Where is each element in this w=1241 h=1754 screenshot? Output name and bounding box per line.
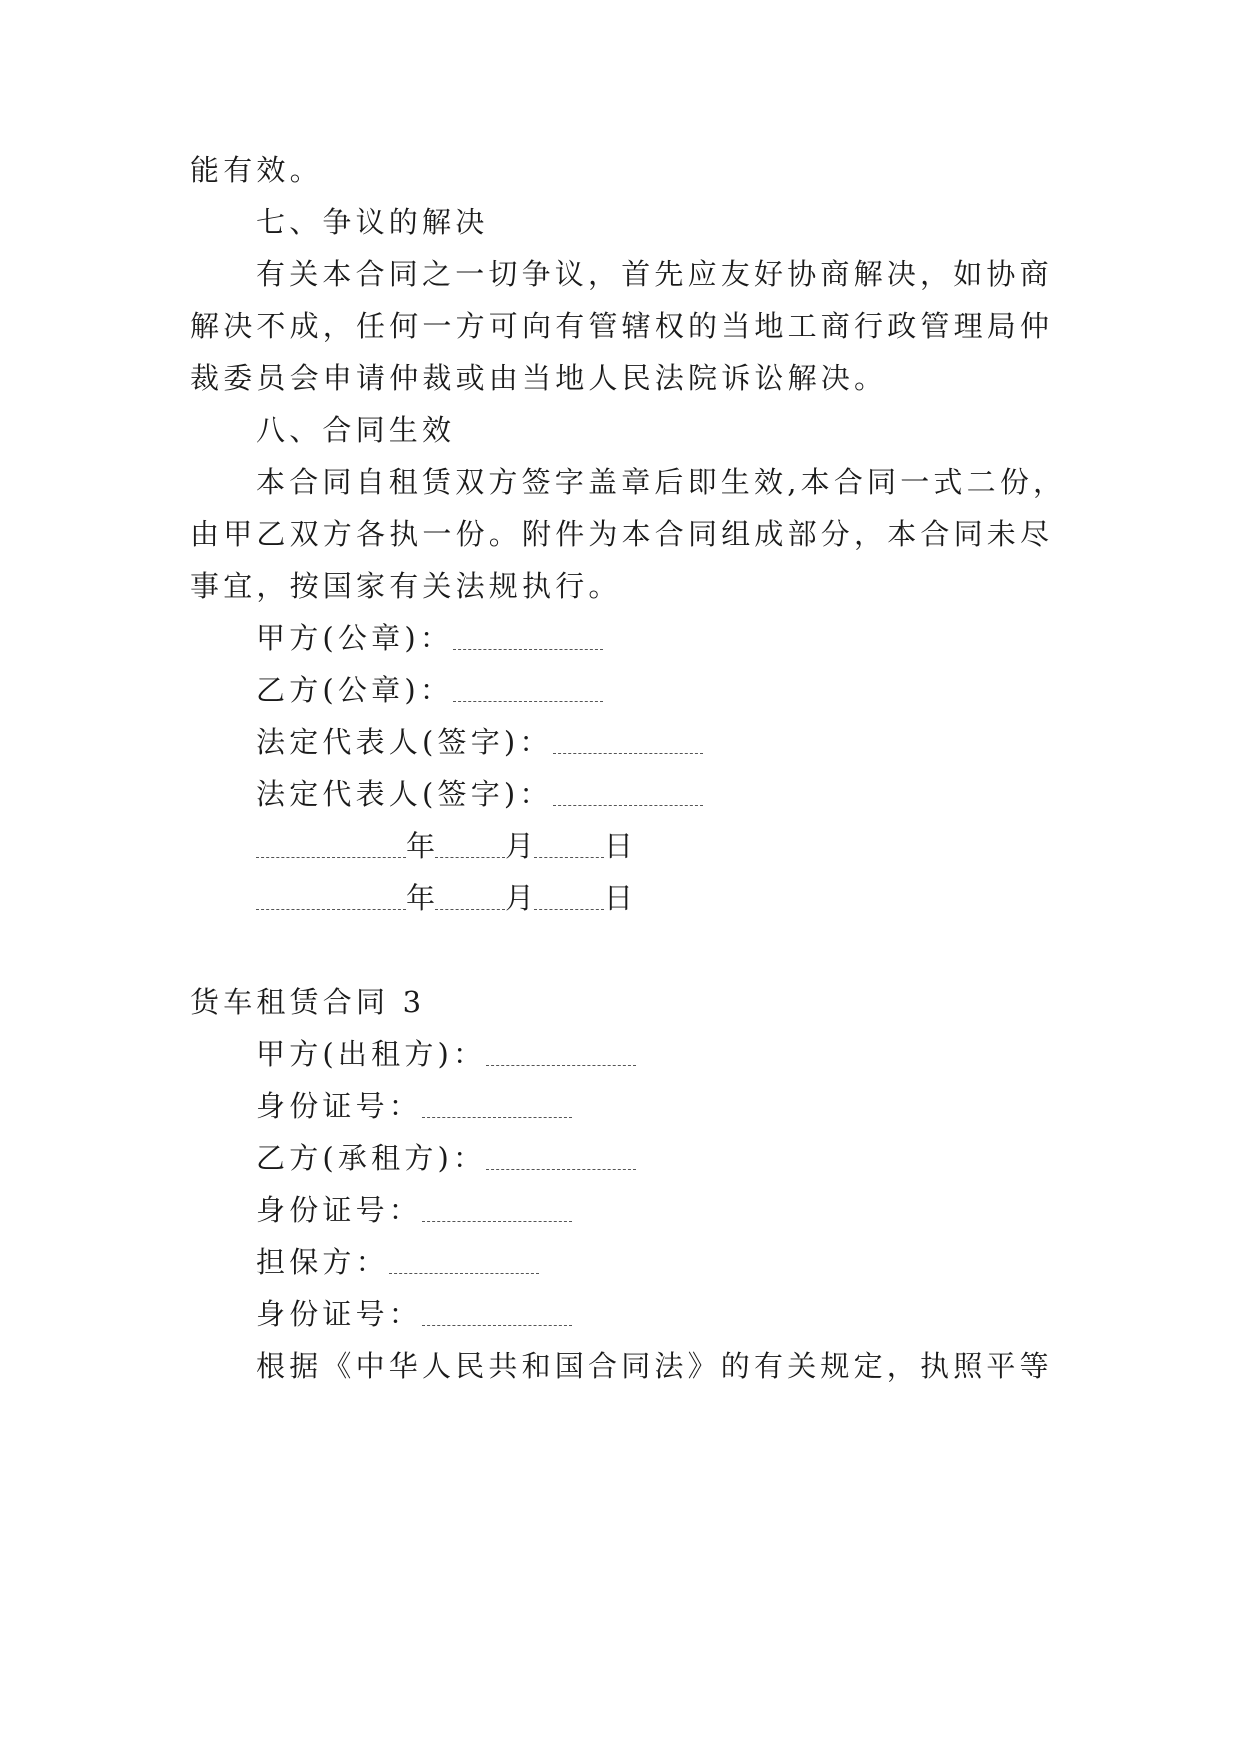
year-blank[interactable]: [256, 878, 406, 908]
field-lessee-id: [256, 1190, 1116, 1230]
id-number-blank[interactable]: [422, 1294, 572, 1324]
id-number-label: 身份证号：: [256, 1297, 423, 1331]
day-label: 日: [604, 881, 634, 915]
paragraph-line: 有关本合同之一切争议，首先应友好协商解决，如协商: [256, 257, 1053, 291]
legal-rep-blank[interactable]: [553, 722, 703, 752]
paragraph-line: 本合同自租赁双方签字盖章后即生效,本合同一式二份，: [256, 465, 1067, 499]
day-label: 日: [604, 829, 634, 863]
field-guarantor-id: [256, 1294, 1116, 1334]
signature-line-party-a: [256, 618, 1116, 658]
guarantor-label: 担保方：: [256, 1245, 389, 1279]
day-blank[interactable]: [534, 826, 604, 856]
date-line: [256, 878, 1116, 918]
paragraph-line: 根据《中华人民共和国合同法》的有关规定，执照平等: [256, 1349, 1053, 1383]
signature-line-legal-rep-1: [256, 722, 1116, 762]
field-lessor: [256, 1034, 1116, 1074]
signature-line-party-b: [256, 670, 1116, 710]
party-a-seal-blank[interactable]: [453, 618, 603, 648]
paragraph-line: 解决不成，任何一方可向有管辖权的当地工商行政管理局仲: [190, 309, 1054, 343]
year-label: 年: [406, 881, 436, 915]
field-lessor-id: [256, 1086, 1116, 1126]
legal-rep-label: 法定代表人(签字)：: [256, 725, 553, 759]
paragraph-line: 由甲乙双方各执一份。附件为本合同组成部分，本合同未尽: [190, 517, 1054, 551]
month-label: 月: [505, 829, 535, 863]
month-blank[interactable]: [435, 826, 505, 856]
lessor-blank[interactable]: [486, 1034, 636, 1064]
month-label: 月: [505, 881, 535, 915]
guarantor-blank[interactable]: [389, 1242, 539, 1272]
year-blank[interactable]: [256, 826, 406, 856]
field-lessee: [256, 1138, 1116, 1178]
lessee-label: 乙方(承租方)：: [256, 1141, 487, 1175]
year-label: 年: [406, 829, 436, 863]
paragraph-line: 裁委员会申请仲裁或由当地人民法院诉讼解决。: [190, 361, 888, 395]
party-b-seal-blank[interactable]: [453, 670, 603, 700]
id-number-label: 身份证号：: [256, 1089, 423, 1123]
section-title: 货车租赁合同 3: [190, 985, 426, 1019]
field-guarantor: [256, 1242, 1116, 1282]
id-number-blank[interactable]: [422, 1086, 572, 1116]
section-heading-dispute: 七、争议的解决: [256, 205, 489, 239]
paragraph-line: 事宜，按国家有关法规执行。: [190, 569, 622, 603]
id-number-label: 身份证号：: [256, 1193, 423, 1227]
paragraph-line: 能有效。: [190, 153, 323, 187]
day-blank[interactable]: [534, 878, 604, 908]
month-blank[interactable]: [435, 878, 505, 908]
legal-rep-label: 法定代表人(签字)：: [256, 777, 553, 811]
date-line: [256, 826, 1116, 866]
id-number-blank[interactable]: [422, 1190, 572, 1220]
section-heading-effect: 八、合同生效: [256, 413, 456, 447]
lessee-blank[interactable]: [486, 1138, 636, 1168]
party-b-seal-label: 乙方(公章)：: [256, 673, 454, 707]
signature-line-legal-rep-2: [256, 774, 1116, 814]
legal-rep-blank[interactable]: [553, 774, 703, 804]
party-a-seal-label: 甲方(公章)：: [256, 621, 454, 655]
lessor-label: 甲方(出租方)：: [256, 1037, 487, 1071]
